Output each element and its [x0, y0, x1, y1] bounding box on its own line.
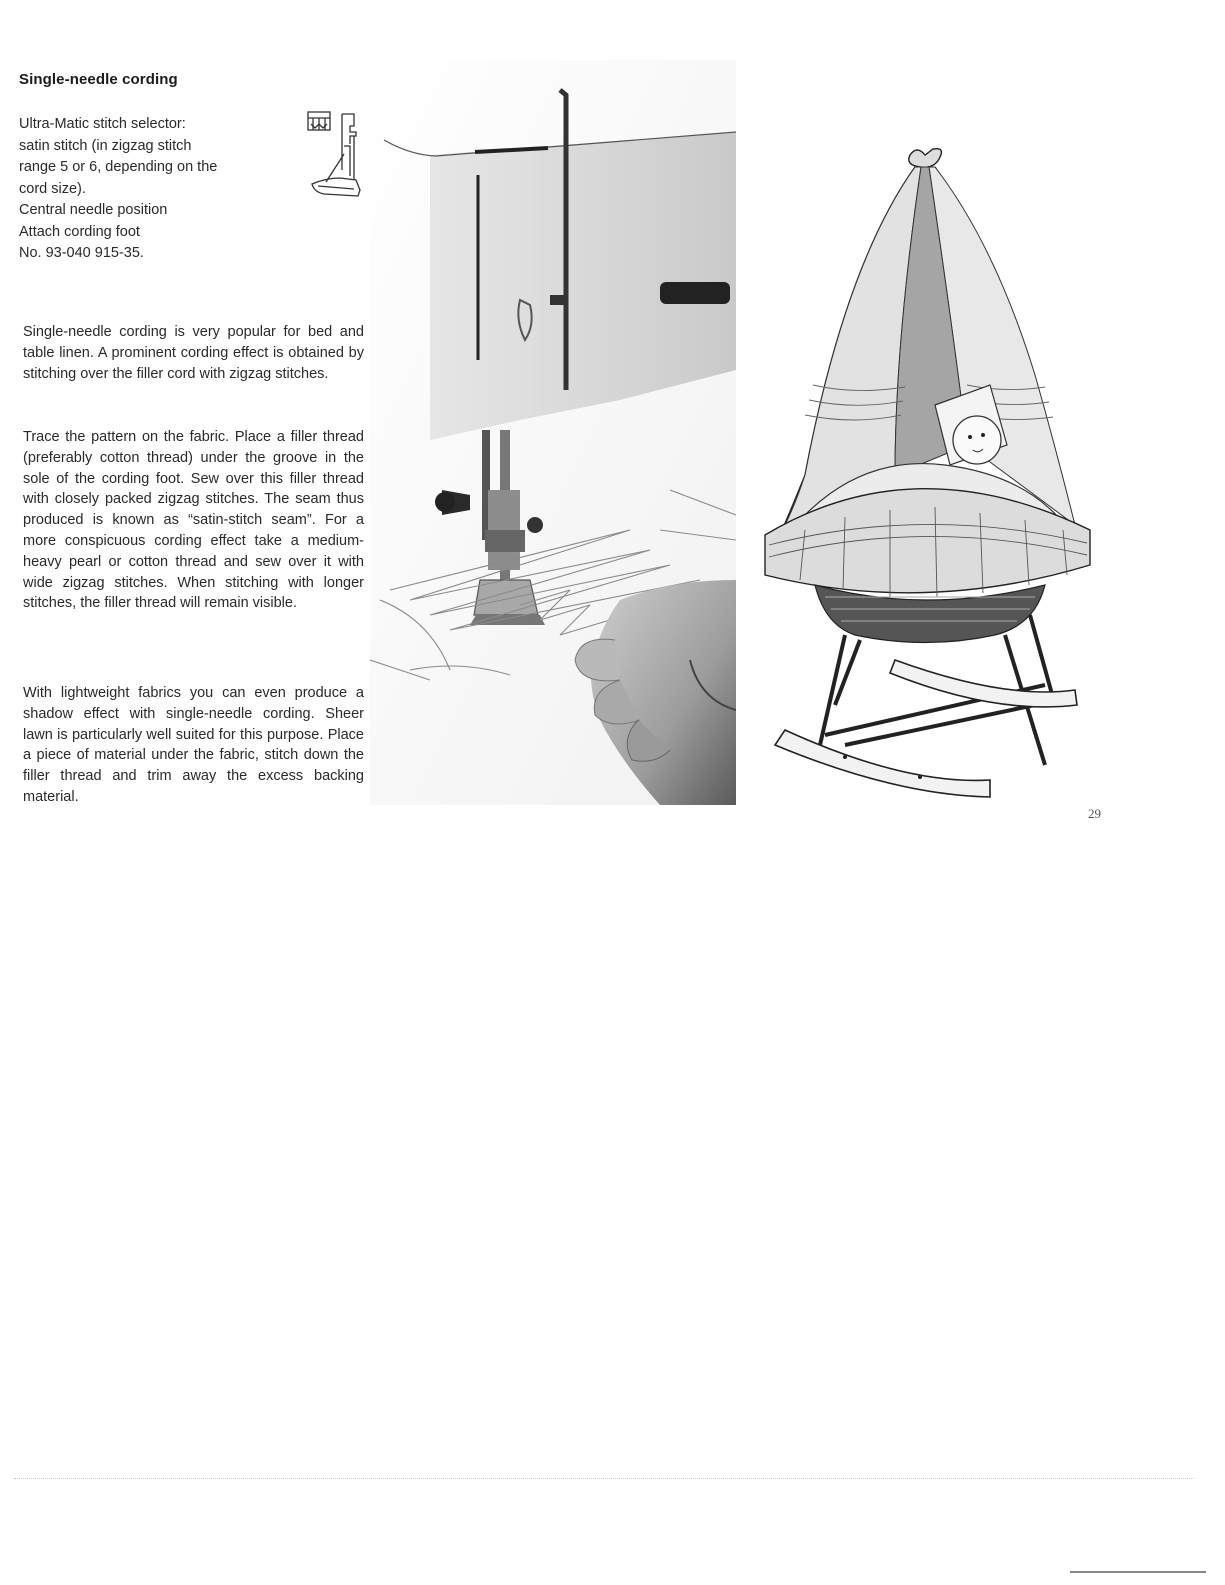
settings-line: No. 93-040 915-35. [19, 245, 144, 261]
settings-line: satin stitch (in zigzag stitch [19, 137, 192, 154]
page-number: 29 [1088, 806, 1101, 821]
page-title: Single-needle cording [19, 71, 178, 88]
corner-mark [1070, 1571, 1206, 1573]
cradle-illustration [745, 145, 1100, 800]
paragraph: Trace the pattern on the fabric. Place a filler thread (preferably cotton thread) under the groove in the sole of the cording foot. Sew over this filler thread with closely packed zigzag stitches. The seam thus produced is known as “satin-stitch seam”. For a more conspicuous cording effect take a medium-heavy pearl or cotton thread and sew over it with wide zigzag stitches. When stitching with longer stitches, the filler thread will remain visible. [23, 429, 364, 612]
paragraph: Single-needle cording is very popular for bed and table linen. A prominent cording effect is obtained by stitching over the filler cord with zigzag stitches. [23, 324, 364, 382]
settings-line: range 5 or 6, depending on the [19, 159, 218, 175]
settings-line: cord size). [19, 180, 86, 197]
sewing-machine-photo [370, 60, 736, 805]
settings-line: Ultra-Matic stitch selector: [19, 116, 186, 132]
paragraph: With lightweight fabrics you can even produce a shadow effect with single-needle cording. Sheer lawn is particularly well suited for this purpose. Place a piece of material under the fabric, stitch down the filler thread and trim away the excess backing material. [23, 685, 364, 805]
settings-line: Attach cording foot [19, 223, 140, 240]
cording-foot-icon [304, 106, 364, 204]
page-divider [14, 1478, 1194, 1479]
machine-settings [19, 114, 309, 265]
settings-line: Central needle position [19, 202, 168, 218]
